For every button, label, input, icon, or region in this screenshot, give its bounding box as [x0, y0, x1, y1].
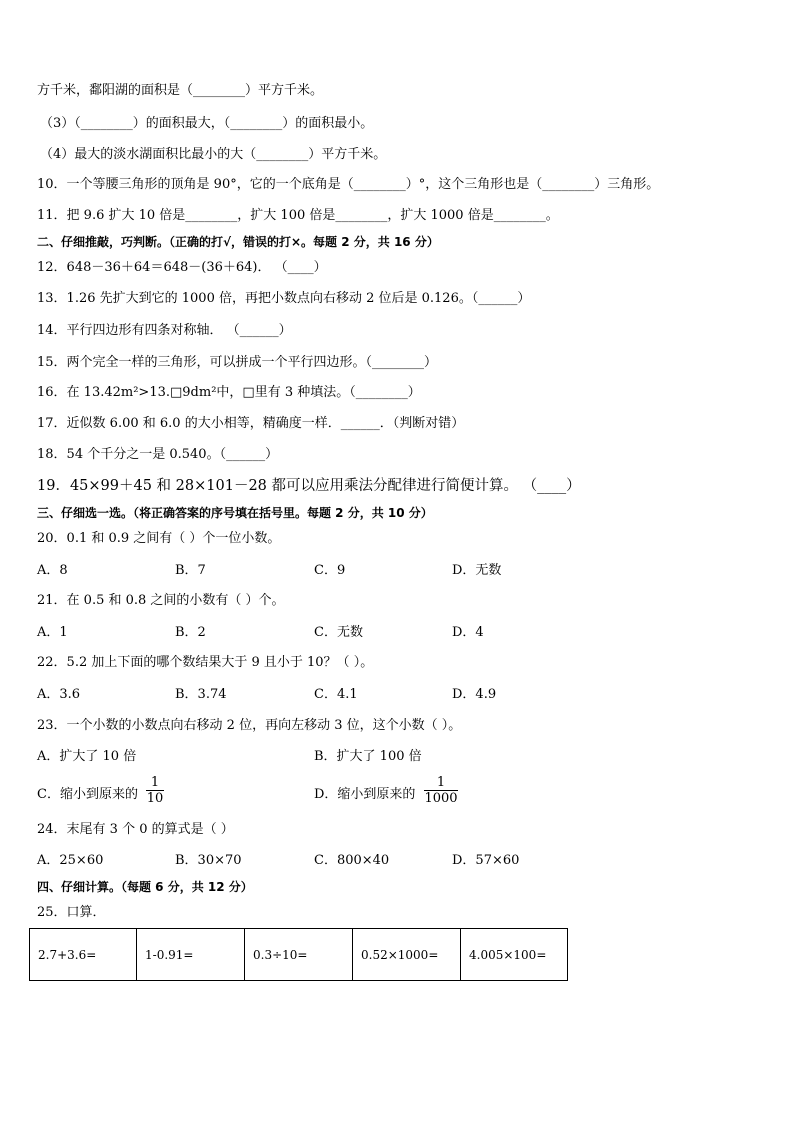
line-poyang-area: 方千米，鄱阳湖的面积是（________）平方千米。 [37, 83, 324, 98]
q24-option-d: D．57×60 [452, 853, 520, 868]
question-17: 17．近似数 6.00 和 6.0 的大小相等，精确度一样．______．（判断对错） [37, 416, 465, 431]
q21-option-c: C．无数 [314, 625, 363, 640]
section-3-heading: 三、仔细选一选。（将正确答案的序号填在括号里。每题 2 分，共 10 分） [37, 506, 433, 520]
calc-cell: 0.3÷10= [245, 929, 353, 981]
q21-option-b: B．2 [175, 625, 206, 640]
q21-option-d: D．4 [452, 625, 484, 640]
q22-option-b: B．3.74 [175, 687, 227, 702]
question-15: 15．两个完全一样的三角形，可以拼成一个平行四边形。（________） [37, 355, 438, 370]
section-2-heading: 二、仔细推敲，巧判断。（正确的打√，错误的打×。每题 2 分，共 16 分） [37, 235, 439, 249]
question-13: 13．1.26 先扩大到它的 1000 倍，再把小数点向右移动 2 位后是 0.126。（______） [37, 291, 531, 306]
question-22: 22．5.2 加上下面的哪个数结果大于 9 且小于 10？（ ）。 [37, 655, 374, 670]
question-19: 19．45×99＋45 和 28×101－28 都可以应用乘法分配律进行简便计算。 （____） [37, 478, 581, 494]
question-21: 21．在 0.5 和 0.8 之间的小数有（ ）个。 [37, 593, 285, 608]
question-23: 23．一个小数的小数点向右移动 2 位，再向左移动 3 位，这个小数（ ）。 [37, 718, 462, 733]
q23-option-b: B．扩大了 100 倍 [314, 749, 422, 764]
question-20: 20．0.1 和 0.9 之间有（ ）个一位小数。 [37, 531, 281, 546]
calc-cell: 1-0.91= [137, 929, 245, 981]
calc-cell: 0.52×1000= [353, 929, 461, 981]
calc-cell: 2.7+3.6= [30, 929, 137, 981]
q23-option-d-fraction [424, 775, 458, 806]
fraction-numerator: 1 [436, 775, 446, 790]
question-14: 14．平行四边形有四条对称轴． （______） [37, 323, 292, 338]
q24-option-a: A．25×60 [37, 853, 104, 868]
question-10: 10．一个等腰三角形的顶角是 90°，它的一个底角是（________）°，这个三角形也是（________）三角形。 [37, 177, 660, 192]
q23-option-a: A．扩大了 10 倍 [37, 749, 137, 764]
question-24: 24．末尾有 3 个 0 的算式是（ ） [37, 822, 234, 837]
q24-option-b: B．30×70 [175, 853, 242, 868]
q21-option-a: A．1 [37, 625, 68, 640]
q20-option-c: C．9 [314, 563, 346, 578]
question-18: 18．54 个千分之一是 0.540。（______） [37, 447, 279, 462]
calc-cell: 4.005×100= [461, 929, 568, 981]
q22-option-c: C．4.1 [314, 687, 358, 702]
line-q4-difference: （4）最大的淡水湖面积比最小的大（________）平方千米。 [40, 147, 387, 162]
line-q3-largest-smallest: （3）（________）的面积最大，（________）的面积最小。 [40, 116, 374, 131]
q20-option-d: D．无数 [452, 563, 502, 578]
q24-option-c: C．800×40 [314, 853, 390, 868]
question-25: 25．口算． [37, 905, 106, 920]
q23-option-c-fraction [146, 775, 164, 806]
q23-option-c: C．缩小到原来的 [37, 787, 138, 802]
fraction-denominator: 10 [146, 791, 164, 806]
question-12: 12．648－36＋64＝648－(36＋64)． （____） [37, 260, 327, 275]
oral-calc-table [29, 928, 568, 981]
q20-option-a: A．8 [37, 563, 68, 578]
table-row [30, 929, 568, 981]
question-16: 16．在 13.42m²>13.□9dm²中，□里有 3 种填法。（________） [37, 385, 421, 400]
q22-option-a: A．3.6 [37, 687, 81, 702]
section-4-heading: 四、仔细计算。（每题 6 分，共 12 分） [37, 880, 253, 894]
q22-option-d: D．4.9 [452, 687, 497, 702]
fraction-denominator: 1000 [424, 791, 458, 806]
fraction-numerator: 1 [150, 775, 160, 790]
q23-option-d: D．缩小到原来的 [314, 787, 416, 802]
q20-option-b: B．7 [175, 563, 206, 578]
question-11: 11．把 9.6 扩大 10 倍是________，扩大 100 倍是________，扩大 1000 倍是________。 [37, 208, 559, 223]
